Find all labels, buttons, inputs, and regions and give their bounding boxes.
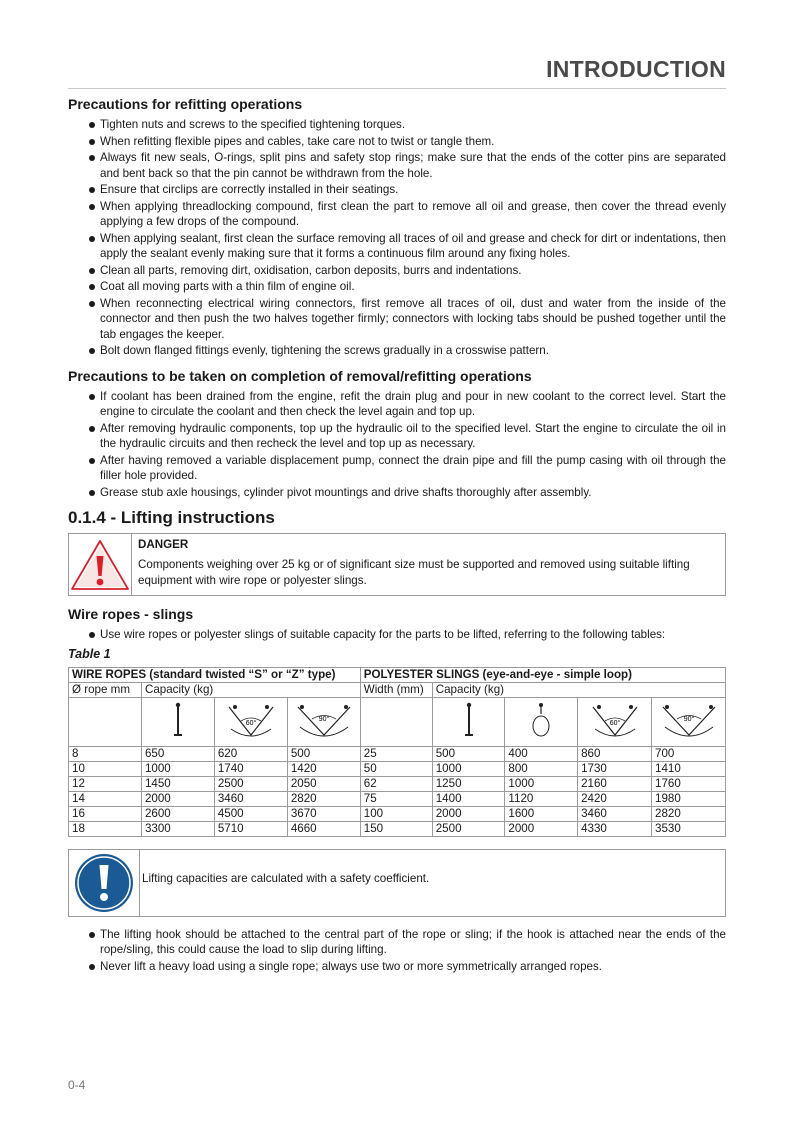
content <box>68 94 726 975</box>
list-item: After removing hydraulic components, top up the hydraulic oil to the specified level. Start the engine to circulate the oil in the hydraulic circuits and then recheck the level and top up as necessary. <box>68 421 726 452</box>
table-cell: 1420 <box>287 761 360 776</box>
table-cell: 1000 <box>432 761 505 776</box>
table-cell: 2000 <box>432 806 505 821</box>
table-cell: 1400 <box>432 791 505 806</box>
angle-60-label: 60° <box>245 719 257 727</box>
choker-loop-icon <box>505 697 578 746</box>
list-item: Clean all parts, removing dirt, oxidisation, carbon deposits, burrs and indentations. <box>68 263 726 279</box>
table-cell: 4660 <box>287 821 360 836</box>
table-cell: 650 <box>141 746 214 761</box>
info-text: Lifting capacities are calculated with a safety coefficient. <box>142 871 430 885</box>
list-item: After having removed a variable displacement pump, connect the drain pipe and fill the pump casing with oil through the filler hole provided. <box>68 453 726 484</box>
sling-capacity-header: Capacity (kg) <box>432 682 725 697</box>
table-cell: 100 <box>360 806 432 821</box>
table-cell: 25 <box>360 746 432 761</box>
list-item: Ensure that circlips are correctly installed in their seatings. <box>68 182 726 198</box>
table-cell: 500 <box>287 746 360 761</box>
table-cell: 62 <box>360 776 432 791</box>
angle-90-label: 90° <box>683 715 694 723</box>
refitting-title: Precautions for refitting operations <box>68 96 303 112</box>
danger-text: Components weighing over 25 kg or of significant size must be supported and removed using suitable lifting equipment with wire rope or polyester slings. <box>138 558 690 587</box>
table-row <box>69 821 726 836</box>
sling-60-icon <box>578 697 652 746</box>
table-cell: 4330 <box>578 821 652 836</box>
table-cell: 1980 <box>652 791 726 806</box>
table-cell: 3460 <box>214 791 287 806</box>
table-cell: 18 <box>69 821 142 836</box>
sling-60-icon <box>214 697 287 746</box>
page-header-title: INTRODUCTION <box>546 56 726 82</box>
table-cell: 3670 <box>287 806 360 821</box>
table-cell: 800 <box>505 761 578 776</box>
table-cell: 50 <box>360 761 432 776</box>
warning-triangle-icon <box>69 534 132 595</box>
angle-90-label: 90° <box>318 715 330 723</box>
table-cell: 8 <box>69 746 142 761</box>
list-item: Use wire ropes or polyester slings of suitable capacity for the parts to be lifted, referring to the following tables: <box>68 627 726 643</box>
table-cell: 1600 <box>505 806 578 821</box>
list-item: The lifting hook should be attached to the central part of the rope or sling; if the hook is attached near the ends of the rope/sling, this could cause the load to slip during lifting. <box>68 927 726 958</box>
list-item: When applying sealant, first clean the surface removing all traces of oil and grease and check for dirt or indentations, then apply the sealant evenly making sure that it forms a continuous film around any fixing holes. <box>68 231 726 262</box>
table-cell: 1450 <box>141 776 214 791</box>
list-item: Never lift a heavy load using a single rope; always use two or more symmetrically arranged ropes. <box>68 959 726 975</box>
lifting-title: 0.1.4 - Lifting instructions <box>68 508 275 527</box>
table-cell: 2000 <box>141 791 214 806</box>
table-row <box>69 746 726 761</box>
table-cell: 16 <box>69 806 142 821</box>
capacity-table <box>68 667 726 837</box>
ropes-title: Wire ropes - slings <box>68 606 194 622</box>
danger-label: DANGER <box>138 538 189 551</box>
list-item: Bolt down flanged fittings evenly, tightening the screws gradually in a crosswise pattern. <box>68 343 726 359</box>
info-exclamation-icon <box>69 850 140 916</box>
danger-notice <box>68 533 726 596</box>
table-cell: 14 <box>69 791 142 806</box>
table-cell: 1120 <box>505 791 578 806</box>
list-item: Always fit new seals, O-rings, split pins and safety stop rings; make sure that the ends of the cotter pins are separated and bent back so that the pin cannot be withdrawn from the hole. <box>68 150 726 181</box>
list-item: When reconnecting electrical wiring connectors, first remove all traces of oil, dust and water from the inside of the connector and then push the two halves together firmly; connectors with locking tabs should be pushed together until the tab engages the keeper. <box>68 296 726 343</box>
table-cell: 12 <box>69 776 142 791</box>
table-cell: 1250 <box>432 776 505 791</box>
table-cell: 10 <box>69 761 142 776</box>
header-divider <box>68 88 726 89</box>
table-cell: 620 <box>214 746 287 761</box>
table-cell: 1000 <box>505 776 578 791</box>
table-cell: 75 <box>360 791 432 806</box>
table-cell: 150 <box>360 821 432 836</box>
table-body <box>69 746 726 836</box>
vertical-lift-icon <box>141 697 214 746</box>
table-cell: 1000 <box>141 761 214 776</box>
table-cell: 2820 <box>287 791 360 806</box>
width-header: Width (mm) <box>360 682 432 697</box>
table-cell: 1760 <box>652 776 726 791</box>
table-caption: Table 1 <box>68 646 111 661</box>
wire-ropes-header: WIRE ROPES (standard twisted “S” or “Z” type) <box>69 667 361 682</box>
table-cell: 2600 <box>141 806 214 821</box>
table-cell: 3300 <box>141 821 214 836</box>
list-item: When applying threadlocking compound, first clean the part to remove all oil and grease, then cover the thread evenly applying a few drops of the compound. <box>68 199 726 230</box>
table-cell: 3460 <box>578 806 652 821</box>
table-cell: 400 <box>505 746 578 761</box>
list-item: Coat all moving parts with a thin film of engine oil. <box>68 279 726 295</box>
table-cell: 700 <box>652 746 726 761</box>
rope-diameter-header: Ø rope mm <box>69 682 142 697</box>
polyester-slings-header: POLYESTER SLINGS (eye-and-eye - simple loop) <box>360 667 725 682</box>
sling-vertical-icon <box>432 697 505 746</box>
table-cell: 1410 <box>652 761 726 776</box>
list-item: If coolant has been drained from the engine, refit the drain plug and pour in new coolant to the correct level. Start the engine to circulate the coolant and then check the level again and top up. <box>68 389 726 420</box>
table-cell: 2420 <box>578 791 652 806</box>
completion-list <box>68 389 726 501</box>
table-row <box>69 776 726 791</box>
table-row <box>69 806 726 821</box>
refitting-list <box>68 117 726 359</box>
wire-capacity-header: Capacity (kg) <box>141 682 360 697</box>
table-cell: 1730 <box>578 761 652 776</box>
table-cell: 500 <box>432 746 505 761</box>
table-cell: 2000 <box>505 821 578 836</box>
ropes-list <box>68 627 726 643</box>
sling-90-icon <box>652 697 726 746</box>
final-list <box>68 927 726 975</box>
sling-90-icon <box>287 697 360 746</box>
info-notice <box>68 849 726 917</box>
table-cell: 2820 <box>652 806 726 821</box>
table-cell: 2500 <box>214 776 287 791</box>
table-row <box>69 761 726 776</box>
table-cell: 860 <box>578 746 652 761</box>
completion-title: Precautions to be taken on completion of removal/refitting operations <box>68 367 532 384</box>
table-cell: 1740 <box>214 761 287 776</box>
table-cell: 2160 <box>578 776 652 791</box>
table-cell: 2050 <box>287 776 360 791</box>
table-cell: 2500 <box>432 821 505 836</box>
list-item: When refitting flexible pipes and cables, take care not to twist or tangle them. <box>68 134 726 150</box>
page-number: 0-4 <box>68 1078 86 1092</box>
table-cell: 3530 <box>652 821 726 836</box>
list-item: Grease stub axle housings, cylinder pivot mountings and drive shafts thoroughly after assembly. <box>68 485 726 501</box>
table-cell: 4500 <box>214 806 287 821</box>
angle-60-label: 60° <box>609 719 620 727</box>
table-row <box>69 791 726 806</box>
list-item: Tighten nuts and screws to the specified tightening torques. <box>68 117 726 133</box>
table-cell: 5710 <box>214 821 287 836</box>
